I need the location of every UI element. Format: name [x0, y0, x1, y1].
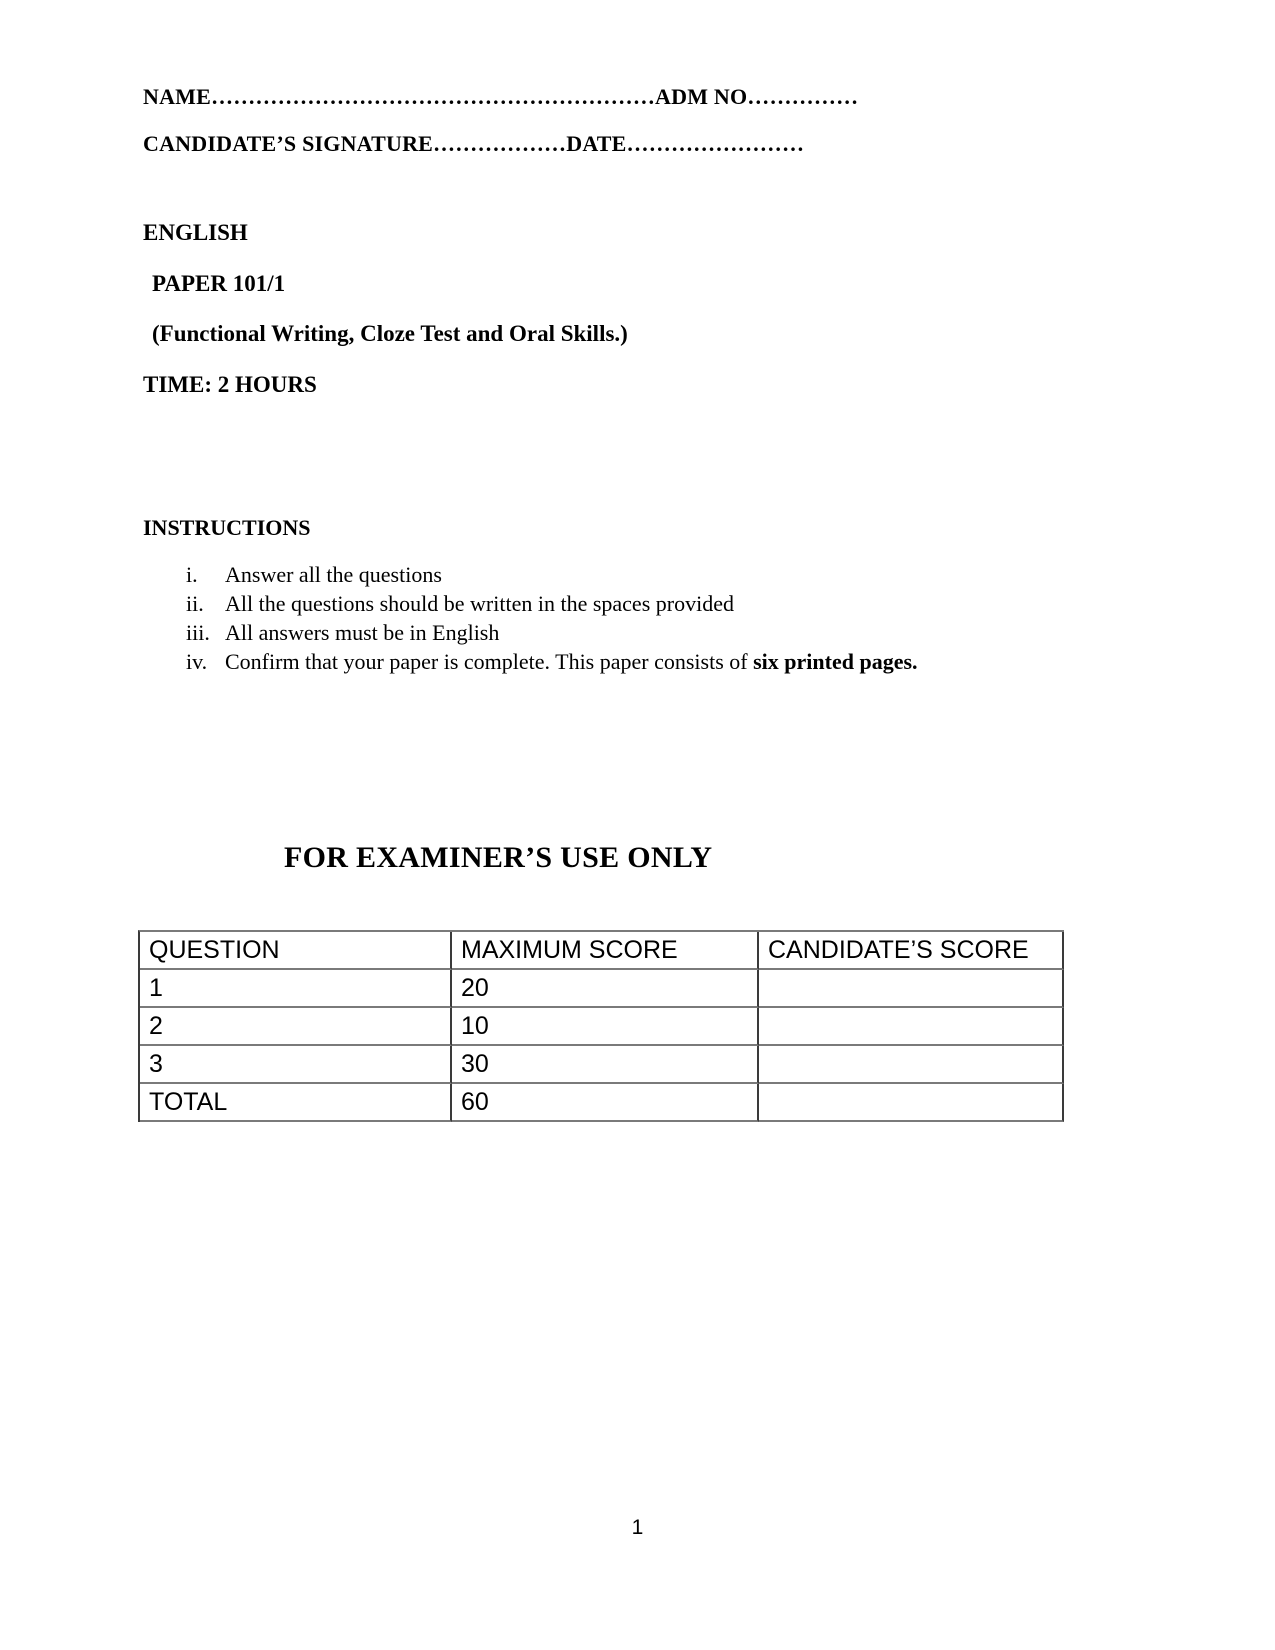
question-cell: TOTAL	[140, 1084, 452, 1122]
instruction-marker: i.	[186, 562, 198, 587]
candidate-score-cell	[759, 1046, 1064, 1084]
column-header-candidate-score: CANDIDATE’S SCORE	[759, 932, 1064, 970]
score-table-header-row	[140, 932, 1064, 970]
table-row-total	[140, 1084, 1064, 1122]
instruction-text: Confirm that your paper is complete. This paper consists of	[225, 649, 754, 674]
paper-description: (Functional Writing, Cloze Test and Oral Skills.)	[152, 321, 628, 346]
adm-no-label: ADM NO	[655, 84, 748, 109]
instruction-marker: iii.	[186, 620, 210, 645]
adm-no-dotted-blank: ……………	[747, 84, 859, 109]
candidate-score-cell	[759, 970, 1064, 1008]
score-table	[138, 930, 1064, 1122]
table-row	[140, 1046, 1064, 1084]
column-header-maximum-score: MAXIMUM SCORE	[452, 932, 759, 970]
candidate-score-cell	[759, 1008, 1064, 1046]
instruction-text: Answer all the questions	[225, 562, 442, 587]
instruction-item	[186, 647, 918, 676]
name-label: NAME	[143, 84, 212, 109]
date-label: DATE	[566, 131, 627, 156]
examiner-use-heading: FOR EXAMINER’S USE ONLY	[284, 841, 713, 874]
max-score-cell: 60	[452, 1084, 759, 1122]
instruction-text-bold: six printed pages.	[753, 649, 918, 674]
instruction-item	[186, 589, 918, 618]
max-score-cell: 10	[452, 1008, 759, 1046]
name-fill-line	[143, 84, 858, 110]
time-allowed: TIME: 2 HOURS	[143, 372, 317, 397]
subject-title: ENGLISH	[143, 220, 248, 245]
question-cell: 1	[140, 970, 452, 1008]
question-cell: 2	[140, 1008, 452, 1046]
instruction-text: All the questions should be written in the spaces provided	[225, 591, 734, 616]
max-score-cell: 30	[452, 1046, 759, 1084]
instructions-list	[186, 560, 918, 676]
name-dotted-blank: ……………………………………………………	[211, 84, 656, 109]
instruction-text: All answers must be in English	[225, 620, 500, 645]
instruction-item	[186, 618, 918, 647]
question-cell: 3	[140, 1046, 452, 1084]
table-row	[140, 970, 1064, 1008]
page-number: 1	[631, 1516, 644, 1539]
table-row	[140, 1008, 1064, 1046]
instruction-marker: iv.	[186, 649, 208, 674]
max-score-cell: 20	[452, 970, 759, 1008]
signature-dotted-blank: ………………	[433, 131, 567, 156]
column-header-question: QUESTION	[140, 932, 452, 970]
instruction-marker: ii.	[186, 591, 204, 616]
instructions-heading: INSTRUCTIONS	[143, 515, 311, 540]
signature-fill-line	[143, 131, 804, 157]
candidate-score-cell	[759, 1084, 1064, 1122]
instruction-item	[186, 560, 918, 589]
date-dotted-blank: ……………………	[626, 131, 805, 156]
paper-code: PAPER 101/1	[152, 271, 286, 296]
signature-label: CANDIDATE’S SIGNATURE	[143, 131, 434, 156]
